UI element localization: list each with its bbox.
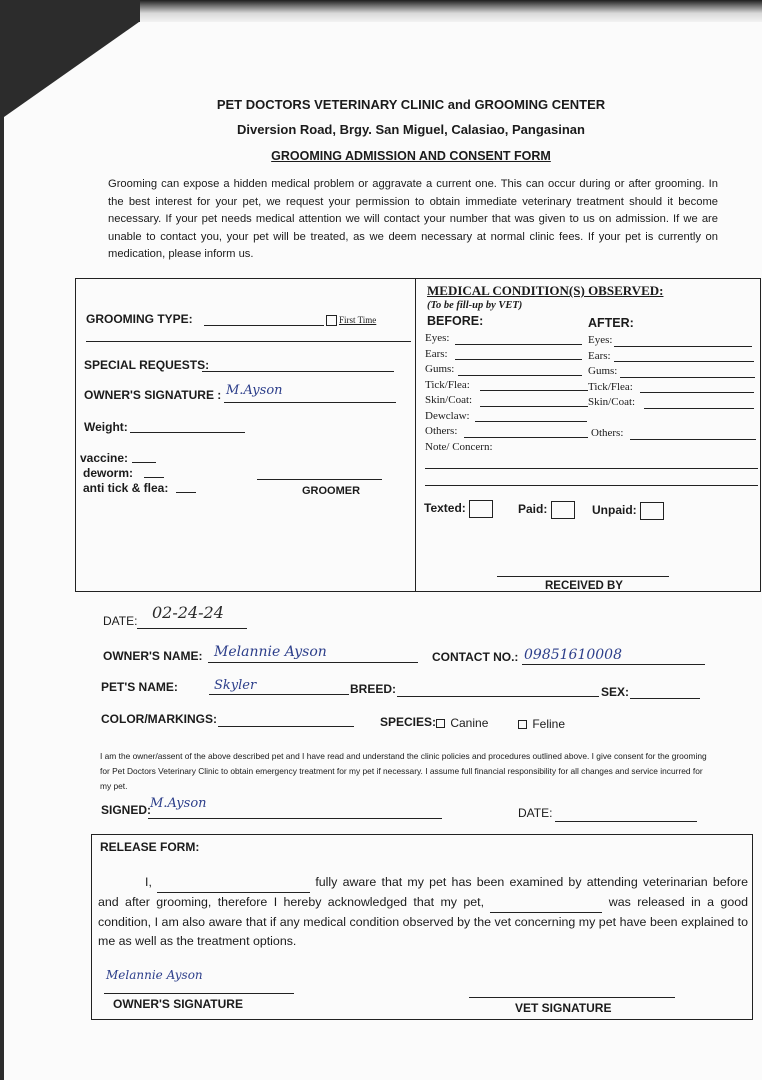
vaccine-block (80, 451, 168, 496)
grooming-type-line-2 (86, 341, 411, 342)
signed-handwriting: M.Ayson (150, 796, 207, 811)
special-requests-label: SPECIAL REQUESTS: (84, 358, 210, 372)
before-heading: BEFORE: (427, 314, 484, 328)
release-text-1: I, (145, 875, 152, 889)
feline-checkbox[interactable] (518, 717, 565, 731)
signed-label: SIGNED: (101, 803, 152, 817)
after-skin-field[interactable] (644, 408, 754, 409)
canine-checkbox[interactable] (436, 716, 488, 730)
paid-checkbox[interactable] (518, 501, 575, 519)
before-skin: Skin/Coat: (425, 394, 473, 406)
note-concern: Note/ Concern: (425, 440, 493, 453)
release-text-3: was released in a good condition, I am also aware that if any medical condition observed by the vet concerning my pet have been explained to me as well as the treatment options. (98, 895, 748, 948)
checkbox-icon (326, 315, 337, 326)
before-skin-field[interactable] (480, 406, 588, 407)
breed-field[interactable] (397, 696, 599, 697)
unpaid-label: Unpaid: (592, 503, 637, 518)
checkbox-icon (436, 719, 445, 728)
first-time-checkbox[interactable] (326, 315, 376, 326)
contact-handwriting: 09851610008 (524, 647, 622, 663)
weight-label: Weight: (84, 420, 128, 434)
deworm-field[interactable] (144, 477, 164, 478)
before-ears: Ears: (425, 347, 448, 360)
received-by-field[interactable] (497, 576, 669, 577)
signed-date-field[interactable] (555, 821, 697, 822)
texted-label: Texted: (424, 501, 466, 516)
anti-tick-field[interactable] (176, 492, 196, 493)
clinic-name: PET DOCTORS VETERINARY CLINIC and GROOMING CENTER (216, 97, 606, 112)
vet-signature-label: VET SIGNATURE (515, 1001, 612, 1015)
before-gums-field[interactable] (458, 375, 582, 376)
groomer-label: GROOMER (302, 485, 361, 497)
special-requests-field[interactable] (202, 371, 394, 372)
before-gums: Gums: (425, 363, 455, 375)
before-others: Others: (425, 425, 458, 437)
color-field[interactable] (218, 726, 354, 727)
medical-heading: MEDICAL CONDITION(S) OBSERVED: (427, 283, 664, 298)
vaccine-label: vaccine: (80, 451, 129, 465)
after-ears-field[interactable] (614, 361, 754, 362)
first-time-label: First Time (339, 315, 377, 325)
form-title: GROOMING ADMISSION AND CONSENT FORM (271, 149, 551, 163)
release-text-2: fully aware that my pet has been examined by attending veterinarian before and after grooming, therefore I hereby acknowledged that my pet, (98, 875, 748, 909)
date-handwriting: 02-24-24 (152, 603, 224, 622)
vet-signature-field[interactable] (469, 997, 675, 998)
canine-label: Canine (450, 716, 489, 730)
signed-date-label: DATE: (518, 806, 553, 820)
before-others-field[interactable] (464, 437, 588, 438)
unpaid-checkbox[interactable] (592, 502, 664, 520)
clinic-address: Diversion Road, Brgy. San Miguel, Calasiao, Pangasinan (237, 122, 585, 137)
before-ears-field[interactable] (455, 359, 582, 360)
before-dewclaw-field[interactable] (475, 421, 587, 422)
color-label: COLOR/MARKINGS: (101, 712, 217, 726)
pet-name-handwriting: Skyler (214, 678, 257, 693)
owner-name-field[interactable] (208, 662, 418, 663)
after-gums-field[interactable] (620, 377, 755, 378)
breed-label: BREED: (350, 682, 397, 696)
after-tick: Tick/Flea: (588, 380, 633, 393)
after-tick-field[interactable] (640, 392, 754, 393)
before-dewclaw: Dewclaw: (425, 409, 470, 422)
before-eyes-field[interactable] (455, 344, 582, 345)
owner-signature-label: OWNER'S SIGNATURE : (84, 388, 222, 402)
owner-name-label: OWNER'S NAME: (103, 649, 203, 663)
after-others-field[interactable] (630, 439, 756, 440)
grooming-type-label: GROOMING TYPE: (86, 312, 193, 326)
sex-field[interactable] (630, 698, 700, 699)
texted-box (469, 500, 493, 518)
anti-tick-label: anti tick & flea: (83, 481, 169, 495)
release-form-heading: RELEASE FORM: (100, 840, 200, 854)
release-owner-handwriting: Melannie Ayson (106, 968, 203, 982)
release-paragraph (98, 873, 748, 951)
after-others: Others: (591, 427, 624, 439)
paper-stack-edge (140, 0, 762, 22)
date-field[interactable] (137, 628, 247, 629)
contact-label: CONTACT NO.: (432, 650, 519, 664)
note-field-2[interactable] (425, 485, 758, 486)
intro-paragraph: Grooming can expose a hidden medical problem or aggravate a current one. This can occur during or after grooming. In the best interest for your pet, we request your permission to obtain immediate veterinary treatment should it become necessary. If your pet needs medical attention we will contact your number that was given to us on admission. If we are unable to contact you, your pet will be treated, as we deem necessary at normal clinic fees. If your pet is currently on medication, please inform us. (108, 178, 718, 260)
weight-field[interactable] (130, 432, 245, 433)
medical-subheading: (To be fill-up by VET) (427, 300, 523, 311)
checkbox-icon (518, 720, 527, 729)
release-name-field[interactable] (157, 873, 310, 893)
grooming-type-field[interactable] (204, 325, 324, 326)
groomer-signature-field[interactable] (257, 479, 382, 480)
paid-label: Paid: (518, 502, 548, 517)
vaccine-field[interactable] (132, 462, 156, 463)
pet-name-field[interactable] (209, 694, 349, 695)
after-eyes-field[interactable] (614, 346, 752, 347)
received-by-label: RECEIVED BY (545, 580, 623, 592)
date-label: DATE: (103, 614, 138, 628)
note-field-1[interactable] (425, 468, 758, 469)
after-ears: Ears: (588, 349, 611, 362)
after-heading: AFTER: (588, 316, 634, 330)
section-divider (415, 279, 416, 591)
contact-field[interactable] (522, 664, 705, 665)
before-tick-field[interactable] (480, 390, 588, 391)
owner-signature-field[interactable] (224, 402, 396, 403)
owner-name-handwriting: Melannie Ayson (214, 644, 327, 660)
paid-box (551, 501, 575, 519)
texted-checkbox[interactable] (424, 500, 493, 518)
unpaid-box (640, 502, 664, 520)
deworm-label: deworm: (83, 466, 134, 480)
sex-label: SEX: (601, 685, 630, 699)
feline-label: Feline (532, 717, 566, 731)
species-label: SPECIES: (380, 715, 437, 729)
before-tick: Tick/Flea: (425, 378, 470, 391)
release-owner-label: OWNER'S SIGNATURE (113, 997, 243, 1011)
after-eyes: Eyes: (588, 334, 613, 346)
release-owner-signature-field[interactable] (104, 993, 294, 994)
consent-paragraph: I am the owner/assent of the above described pet and I have read and understand the clinic policies and procedures outlined above. I give consent for the grooming for Pet Doctors Veterinary Clinic to obtain emergency treatment for my pet if necessary. I assume full financial responsibility for all changes and service incurred for my pet. (100, 751, 707, 791)
release-pet-field[interactable] (490, 893, 602, 913)
signed-field[interactable] (148, 818, 442, 819)
after-list (588, 333, 635, 411)
pet-name-label: PET'S NAME: (101, 680, 178, 694)
after-skin: Skin/Coat: (588, 396, 636, 408)
before-eyes: Eyes: (425, 332, 450, 344)
after-gums: Gums: (588, 365, 618, 377)
owner-signature-handwriting: M.Ayson (226, 383, 283, 398)
